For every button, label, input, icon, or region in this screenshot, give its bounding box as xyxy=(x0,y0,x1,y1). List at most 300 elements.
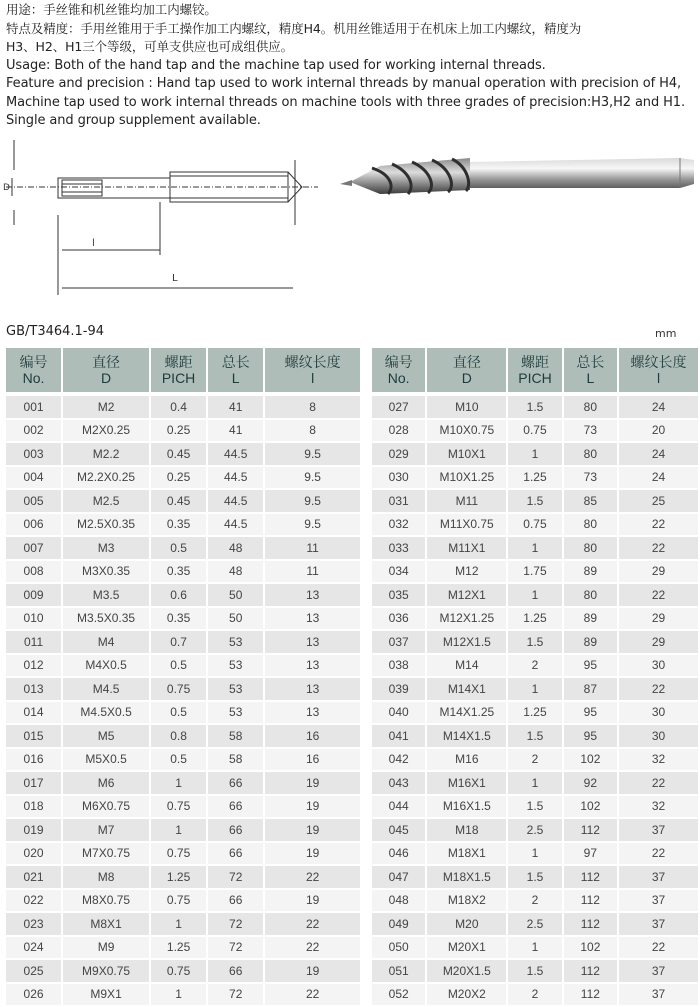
cell-thread-length: 19 xyxy=(265,796,362,820)
cell-thread-length: 37 xyxy=(619,984,700,1007)
cell-thread-length: 13 xyxy=(265,631,362,655)
cell-total-length: 66 xyxy=(208,819,265,843)
cell-pitch: 1.5 xyxy=(508,796,563,820)
cell-no: 022 xyxy=(6,890,63,914)
cell-no: 029 xyxy=(372,443,427,467)
usage-en: Usage: Both of the hand tap and the machine tap used for working internal threads. xyxy=(6,57,696,76)
cell-total-length: 95 xyxy=(564,702,619,726)
cell-total-length: 72 xyxy=(208,866,265,890)
cell-thread-length: 19 xyxy=(265,843,362,867)
cell-thread-length: 37 xyxy=(619,890,700,914)
cell-no: 048 xyxy=(372,890,427,914)
table-row xyxy=(6,960,362,984)
cell-no: 007 xyxy=(6,537,63,561)
cell-diameter: M12X1.25 xyxy=(427,608,508,632)
label-d: D xyxy=(3,183,10,193)
cell-no: 009 xyxy=(6,584,63,608)
cell-no: 046 xyxy=(372,843,427,867)
cell-no: 008 xyxy=(6,561,63,585)
cell-diameter: M3.5X0.35 xyxy=(63,608,151,632)
table-row xyxy=(6,866,362,890)
header-diameter: 直径 D xyxy=(63,348,151,396)
cell-no: 018 xyxy=(6,796,63,820)
table-row xyxy=(372,984,700,1007)
cell-no: 030 xyxy=(372,467,427,491)
cell-pitch: 0.6 xyxy=(151,584,208,608)
cell-pitch: 1.25 xyxy=(151,937,208,961)
cell-total-length: 50 xyxy=(208,608,265,632)
cell-diameter: M7 xyxy=(63,819,151,843)
cell-diameter: M9X1 xyxy=(63,984,151,1007)
cell-no: 036 xyxy=(372,608,427,632)
table-row xyxy=(372,514,700,538)
cell-total-length: 97 xyxy=(564,843,619,867)
cell-diameter: M14X1 xyxy=(427,678,508,702)
cell-pitch: 1.5 xyxy=(508,960,563,984)
table-row xyxy=(6,608,362,632)
cell-no: 033 xyxy=(372,537,427,561)
feature-en: Feature and precision : Hand tap used to work internal threads by manual operation with precision of H4, xyxy=(6,75,696,94)
table-row xyxy=(6,678,362,702)
cell-total-length: 80 xyxy=(564,584,619,608)
table-row xyxy=(6,584,362,608)
cell-no: 010 xyxy=(6,608,63,632)
cell-pitch: 2 xyxy=(508,984,563,1007)
cell-pitch: 1 xyxy=(508,937,563,961)
cell-no: 024 xyxy=(6,937,63,961)
cell-total-length: 41 xyxy=(208,420,265,444)
cell-diameter: M16 xyxy=(427,749,508,773)
cell-thread-length: 22 xyxy=(265,937,362,961)
cell-total-length: 95 xyxy=(564,725,619,749)
table-row xyxy=(372,537,700,561)
table-row xyxy=(6,890,362,914)
cell-thread-length: 11 xyxy=(265,561,362,585)
cell-total-length: 66 xyxy=(208,843,265,867)
cell-thread-length: 9.5 xyxy=(265,490,362,514)
cell-pitch: 0.5 xyxy=(151,702,208,726)
cell-total-length: 72 xyxy=(208,937,265,961)
cell-total-length: 112 xyxy=(564,913,619,937)
cell-pitch: 0.45 xyxy=(151,490,208,514)
table-row xyxy=(372,702,700,726)
cell-no: 044 xyxy=(372,796,427,820)
table-row xyxy=(6,772,362,796)
cell-no: 034 xyxy=(372,561,427,585)
cell-no: 001 xyxy=(6,396,63,420)
cell-thread-length: 29 xyxy=(619,561,700,585)
cell-total-length: 66 xyxy=(208,890,265,914)
cell-diameter: M2 xyxy=(63,396,151,420)
cell-diameter: M3.5 xyxy=(63,584,151,608)
cell-pitch: 0.75 xyxy=(151,678,208,702)
cell-no: 027 xyxy=(372,396,427,420)
cell-total-length: 80 xyxy=(564,514,619,538)
cell-thread-length: 19 xyxy=(265,819,362,843)
cell-total-length: 53 xyxy=(208,631,265,655)
cell-thread-length: 16 xyxy=(265,725,362,749)
cell-thread-length: 22 xyxy=(265,984,362,1007)
cell-thread-length: 37 xyxy=(619,913,700,937)
cell-total-length: 66 xyxy=(208,796,265,820)
table-row xyxy=(372,608,700,632)
cell-total-length: 48 xyxy=(208,561,265,585)
table-row xyxy=(6,561,362,585)
cell-no: 043 xyxy=(372,772,427,796)
cell-total-length: 53 xyxy=(208,678,265,702)
header-thread-length: 螺纹长度 l xyxy=(619,348,700,396)
cell-no: 031 xyxy=(372,490,427,514)
cell-thread-length: 22 xyxy=(619,772,700,796)
cell-thread-length: 24 xyxy=(619,396,700,420)
header-no: 编号 No. xyxy=(6,348,63,396)
cell-no: 040 xyxy=(372,702,427,726)
cell-no: 039 xyxy=(372,678,427,702)
cell-thread-length: 11 xyxy=(265,537,362,561)
cell-thread-length: 13 xyxy=(265,702,362,726)
cell-thread-length: 19 xyxy=(265,960,362,984)
cell-diameter: M14X1.25 xyxy=(427,702,508,726)
cell-total-length: 73 xyxy=(564,420,619,444)
cell-thread-length: 19 xyxy=(265,772,362,796)
table-row xyxy=(372,866,700,890)
cell-total-length: 41 xyxy=(208,396,265,420)
cell-thread-length: 19 xyxy=(265,890,362,914)
cell-thread-length: 22 xyxy=(265,866,362,890)
table-row xyxy=(372,420,700,444)
cell-thread-length: 16 xyxy=(265,749,362,773)
cell-diameter: M11X1 xyxy=(427,537,508,561)
cell-pitch: 0.75 xyxy=(151,843,208,867)
table-row xyxy=(372,655,700,679)
cell-pitch: 2.5 xyxy=(508,819,563,843)
spec-table-left xyxy=(6,348,362,1007)
cell-diameter: M10X1.25 xyxy=(427,467,508,491)
table-row xyxy=(372,819,700,843)
cell-no: 013 xyxy=(6,678,63,702)
cell-thread-length: 9.5 xyxy=(265,443,362,467)
cell-no: 017 xyxy=(6,772,63,796)
cell-diameter: M2X0.25 xyxy=(63,420,151,444)
table-row xyxy=(6,655,362,679)
cell-total-length: 44.5 xyxy=(208,514,265,538)
cell-total-length: 66 xyxy=(208,772,265,796)
cell-diameter: M14X1.5 xyxy=(427,725,508,749)
header-thread-length: 螺纹长度 l xyxy=(265,348,362,396)
table-row xyxy=(6,984,362,1007)
cell-thread-length: 37 xyxy=(619,960,700,984)
cell-pitch: 0.25 xyxy=(151,420,208,444)
table-header-row xyxy=(372,348,700,396)
table-row xyxy=(372,890,700,914)
cell-pitch: 2 xyxy=(508,655,563,679)
spec-table-right xyxy=(372,348,700,1007)
cell-total-length: 87 xyxy=(564,678,619,702)
table-row xyxy=(372,631,700,655)
tap-photo xyxy=(340,158,694,194)
table-header-row xyxy=(6,348,362,396)
cell-diameter: M10 xyxy=(427,396,508,420)
cell-no: 012 xyxy=(6,655,63,679)
cell-pitch: 0.5 xyxy=(151,655,208,679)
cell-pitch: 1.25 xyxy=(151,866,208,890)
cell-diameter: M8X0.75 xyxy=(63,890,151,914)
cell-pitch: 2.5 xyxy=(508,913,563,937)
cell-total-length: 58 xyxy=(208,749,265,773)
cell-total-length: 44.5 xyxy=(208,467,265,491)
feature-en-cont: Machine tap used to work internal threads on machine tools with three grades of precision:H3,H2 and H1. xyxy=(6,94,696,113)
table-row xyxy=(372,561,700,585)
table-row xyxy=(372,396,700,420)
cell-pitch: 1 xyxy=(508,772,563,796)
cell-total-length: 89 xyxy=(564,631,619,655)
cell-no: 020 xyxy=(6,843,63,867)
cell-pitch: 1.5 xyxy=(508,396,563,420)
cell-diameter: M20X1 xyxy=(427,937,508,961)
cell-diameter: M16X1 xyxy=(427,772,508,796)
table-row xyxy=(6,514,362,538)
cell-thread-length: 24 xyxy=(619,467,700,491)
cell-thread-length: 22 xyxy=(265,913,362,937)
cell-pitch: 1.25 xyxy=(508,702,563,726)
cell-total-length: 80 xyxy=(564,443,619,467)
cell-thread-length: 37 xyxy=(619,866,700,890)
table-row xyxy=(372,443,700,467)
table-row xyxy=(372,584,700,608)
cell-no: 041 xyxy=(372,725,427,749)
cell-total-length: 112 xyxy=(564,984,619,1007)
cell-pitch: 1 xyxy=(151,772,208,796)
cell-total-length: 89 xyxy=(564,608,619,632)
table-row xyxy=(6,913,362,937)
cell-total-length: 48 xyxy=(208,537,265,561)
table-row xyxy=(372,772,700,796)
label-thread-length: l xyxy=(92,238,95,249)
cell-pitch: 1 xyxy=(508,678,563,702)
cell-pitch: 0.35 xyxy=(151,608,208,632)
cell-diameter: M4 xyxy=(63,631,151,655)
cell-pitch: 0.75 xyxy=(151,796,208,820)
supply-en: Single and group supplement available. xyxy=(6,112,696,131)
cell-diameter: M2.5X0.35 xyxy=(63,514,151,538)
table-row xyxy=(372,467,700,491)
cell-pitch: 1.75 xyxy=(508,561,563,585)
table-row xyxy=(372,960,700,984)
cell-no: 003 xyxy=(6,443,63,467)
table-row xyxy=(6,937,362,961)
cell-diameter: M20X1.5 xyxy=(427,960,508,984)
table-row xyxy=(372,678,700,702)
header-pitch: 螺距 PICH xyxy=(151,348,208,396)
table-row xyxy=(372,913,700,937)
cell-thread-length: 13 xyxy=(265,608,362,632)
cell-no: 042 xyxy=(372,749,427,773)
cell-no: 005 xyxy=(6,490,63,514)
cell-thread-length: 30 xyxy=(619,725,700,749)
table-row xyxy=(6,396,362,420)
cell-total-length: 53 xyxy=(208,655,265,679)
table-row xyxy=(6,467,362,491)
cell-total-length: 44.5 xyxy=(208,490,265,514)
cell-pitch: 0.25 xyxy=(151,467,208,491)
cell-no: 050 xyxy=(372,937,427,961)
header-pitch: 螺距 PICH xyxy=(508,348,563,396)
table-row xyxy=(372,796,700,820)
table-row xyxy=(6,725,362,749)
feature-cn-cont: H3、H2、H1三个等级，可单支供应也可成组供应。 xyxy=(6,38,696,57)
cell-thread-length: 25 xyxy=(619,490,700,514)
cell-thread-length: 30 xyxy=(619,702,700,726)
cell-total-length: 44.5 xyxy=(208,443,265,467)
cell-thread-length: 8 xyxy=(265,396,362,420)
cell-diameter: M8 xyxy=(63,866,151,890)
cell-no: 032 xyxy=(372,514,427,538)
cell-diameter: M18X1.5 xyxy=(427,866,508,890)
cell-total-length: 80 xyxy=(564,396,619,420)
table-row xyxy=(372,937,700,961)
cell-total-length: 72 xyxy=(208,913,265,937)
cell-pitch: 1.5 xyxy=(508,631,563,655)
cell-no: 016 xyxy=(6,749,63,773)
cell-pitch: 1 xyxy=(508,584,563,608)
tap-technical-drawing xyxy=(0,140,700,300)
cell-no: 006 xyxy=(6,514,63,538)
cell-thread-length: 22 xyxy=(619,843,700,867)
cell-diameter: M10X0.75 xyxy=(427,420,508,444)
standard-label: GB/T3464.1-94 xyxy=(6,324,104,339)
cell-diameter: M20X2 xyxy=(427,984,508,1007)
cell-no: 035 xyxy=(372,584,427,608)
cell-pitch: 2 xyxy=(508,749,563,773)
cell-diameter: M5X0.5 xyxy=(63,749,151,773)
cell-diameter: M4.5X0.5 xyxy=(63,702,151,726)
cell-thread-length: 29 xyxy=(619,608,700,632)
cell-diameter: M18X2 xyxy=(427,890,508,914)
cell-pitch: 0.75 xyxy=(151,960,208,984)
cell-total-length: 58 xyxy=(208,725,265,749)
cell-pitch: 1.25 xyxy=(508,467,563,491)
cell-no: 019 xyxy=(6,819,63,843)
cell-thread-length: 29 xyxy=(619,631,700,655)
cell-pitch: 1.25 xyxy=(508,608,563,632)
cell-diameter: M3 xyxy=(63,537,151,561)
cell-diameter: M5 xyxy=(63,725,151,749)
cell-diameter: M9 xyxy=(63,937,151,961)
cell-no: 011 xyxy=(6,631,63,655)
feature-cn: 特点及精度：手用丝锥用于手工操作加工内螺纹，精度H4。机用丝锥适用于在机床上加工内螺纹，精度为 xyxy=(6,20,696,39)
cell-pitch: 1 xyxy=(508,843,563,867)
cell-total-length: 80 xyxy=(564,537,619,561)
cell-total-length: 89 xyxy=(564,561,619,585)
table-row xyxy=(6,819,362,843)
cell-pitch: 0.7 xyxy=(151,631,208,655)
cell-total-length: 112 xyxy=(564,819,619,843)
cell-no: 014 xyxy=(6,702,63,726)
cell-pitch: 1 xyxy=(508,537,563,561)
table-row xyxy=(6,443,362,467)
table-row xyxy=(6,843,362,867)
cell-total-length: 53 xyxy=(208,702,265,726)
cell-diameter: M10X1 xyxy=(427,443,508,467)
usage-cn: 用途：手丝锥和机丝锥均加工内螺铰。 xyxy=(6,1,696,20)
cell-thread-length: 22 xyxy=(619,514,700,538)
cell-pitch: 1 xyxy=(151,984,208,1007)
table-row xyxy=(6,490,362,514)
cell-pitch: 0.35 xyxy=(151,561,208,585)
cell-total-length: 112 xyxy=(564,890,619,914)
table-row xyxy=(6,702,362,726)
cell-diameter: M12X1 xyxy=(427,584,508,608)
cell-thread-length: 32 xyxy=(619,749,700,773)
cell-diameter: M6X0.75 xyxy=(63,796,151,820)
cell-no: 051 xyxy=(372,960,427,984)
cell-total-length: 95 xyxy=(564,655,619,679)
cell-diameter: M2.2X0.25 xyxy=(63,467,151,491)
cell-no: 052 xyxy=(372,984,427,1007)
cell-pitch: 1 xyxy=(151,913,208,937)
cell-no: 047 xyxy=(372,866,427,890)
table-row xyxy=(372,490,700,514)
cell-thread-length: 22 xyxy=(619,678,700,702)
cell-no: 023 xyxy=(6,913,63,937)
cell-no: 026 xyxy=(6,984,63,1007)
cell-diameter: M4.5 xyxy=(63,678,151,702)
cell-diameter: M18 xyxy=(427,819,508,843)
cell-pitch: 0.35 xyxy=(151,514,208,538)
cell-total-length: 50 xyxy=(208,584,265,608)
cell-total-length: 73 xyxy=(564,467,619,491)
cell-thread-length: 20 xyxy=(619,420,700,444)
cell-no: 045 xyxy=(372,819,427,843)
table-row xyxy=(372,843,700,867)
table-row xyxy=(6,796,362,820)
cell-diameter: M9X0.75 xyxy=(63,960,151,984)
cell-thread-length: 22 xyxy=(619,537,700,561)
header-total-length: 总长 L xyxy=(208,348,265,396)
cell-pitch: 1 xyxy=(151,819,208,843)
cell-thread-length: 37 xyxy=(619,819,700,843)
cell-total-length: 102 xyxy=(564,796,619,820)
cell-pitch: 1.5 xyxy=(508,490,563,514)
cell-diameter: M12 xyxy=(427,561,508,585)
cell-thread-length: 9.5 xyxy=(265,514,362,538)
cell-diameter: M3X0.35 xyxy=(63,561,151,585)
cell-no: 002 xyxy=(6,420,63,444)
header-diameter: 直径 D xyxy=(427,348,508,396)
cell-diameter: M6 xyxy=(63,772,151,796)
cell-pitch: 0.45 xyxy=(151,443,208,467)
cell-diameter: M20 xyxy=(427,913,508,937)
cell-pitch: 0.75 xyxy=(508,514,563,538)
cell-thread-length: 9.5 xyxy=(265,467,362,491)
cell-diameter: M11 xyxy=(427,490,508,514)
label-total-length: L xyxy=(172,273,178,284)
cell-pitch: 0.8 xyxy=(151,725,208,749)
cell-no: 028 xyxy=(372,420,427,444)
cell-thread-length: 30 xyxy=(619,655,700,679)
cell-total-length: 112 xyxy=(564,960,619,984)
cell-diameter: M8X1 xyxy=(63,913,151,937)
intro-text xyxy=(6,1,696,131)
table-row xyxy=(6,537,362,561)
table-row xyxy=(6,420,362,444)
table-row xyxy=(372,749,700,773)
cell-total-length: 66 xyxy=(208,960,265,984)
cell-no: 049 xyxy=(372,913,427,937)
table-row xyxy=(372,725,700,749)
cell-pitch: 1.5 xyxy=(508,866,563,890)
header-total-length: 总长 L xyxy=(564,348,619,396)
